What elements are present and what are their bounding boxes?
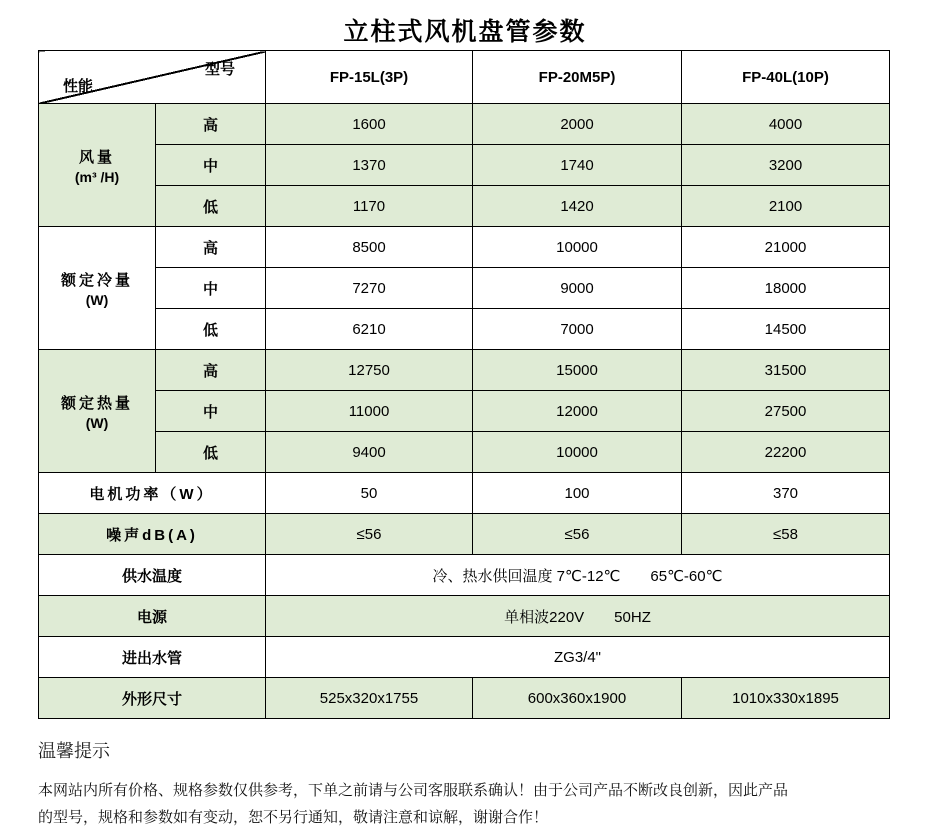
level-label: 中 [156,145,266,186]
notice-line-2: 的型号，规格和参数如有变动，恕不另行通知，敬请注意和谅解，谢谢合作！ [38,809,549,826]
power-supply-value: 单相波220V 50HZ [266,596,890,637]
value-cell: 12750 [266,350,473,391]
value-cell: 1420 [473,186,682,227]
value-cell: ≤56 [473,514,682,555]
level-label: 高 [156,350,266,391]
airflow-group-label [39,104,156,227]
value-cell: 6210 [266,309,473,350]
heating-mid-row [39,391,890,432]
level-label: 高 [156,227,266,268]
level-label: 高 [156,104,266,145]
water-temp-value: 冷、热水供回温度 7℃-12℃ 65℃-60℃ [266,555,890,596]
cooling-group-unit: (W) [85,291,109,308]
pipe-value: ZG3/4" [266,637,890,678]
dimensions-row [39,678,890,719]
value-cell: 27500 [682,391,890,432]
value-cell: 3200 [682,145,890,186]
cooling-high-row [39,227,890,268]
airflow-mid-row [39,145,890,186]
airflow-group-name: 风量 [78,148,115,166]
value-cell: 100 [473,473,682,514]
value-cell: 1170 [266,186,473,227]
value-cell: 1600 [266,104,473,145]
cooling-group-name: 额定冷量 [60,271,133,289]
value-cell: 525x320x1755 [266,678,473,719]
model-header-fp40l: FP-40L(10P) [682,51,890,104]
cooling-mid-row [39,268,890,309]
page-title: 立柱式风机盘管参数 [343,18,587,46]
heating-high-row [39,350,890,391]
dimensions-label: 外形尺寸 [39,678,266,719]
value-cell: ≤58 [682,514,890,555]
value-cell: 22200 [682,432,890,473]
water-temp-row [39,555,890,596]
cooling-group-label [39,227,156,350]
motor-power-label: 电机功率（W） [39,473,266,514]
notice-section [38,737,892,827]
noise-label: 噪声dB(A) [39,514,266,555]
value-cell: 9400 [266,432,473,473]
value-cell: 18000 [682,268,890,309]
notice-heading: 温馨提示 [38,741,110,761]
model-header-fp20m: FP-20M5P) [473,51,682,104]
value-cell: 7270 [266,268,473,309]
level-label: 低 [156,186,266,227]
value-cell: 14500 [682,309,890,350]
cooling-low-row [39,309,890,350]
corner-perf-label: 性能 [63,78,94,95]
value-cell: 12000 [473,391,682,432]
model-header-fp15l: FP-15L(3P) [266,51,473,104]
water-temp-label: 供水温度 [39,555,266,596]
pipe-label: 进出水管 [39,637,266,678]
motor-power-row [39,473,890,514]
noise-row [39,514,890,555]
value-cell: 8500 [266,227,473,268]
value-cell: 1740 [473,145,682,186]
value-cell: ≤56 [266,514,473,555]
value-cell: 50 [266,473,473,514]
power-supply-label: 电源 [39,596,266,637]
value-cell: 9000 [473,268,682,309]
value-cell: 7000 [473,309,682,350]
value-cell: 1370 [266,145,473,186]
value-cell: 31500 [682,350,890,391]
heating-low-row [39,432,890,473]
heating-group-label [39,350,156,473]
heating-group-name: 额定热量 [60,394,133,412]
power-supply-row [39,596,890,637]
airflow-low-row [39,186,890,227]
airflow-high-row [39,104,890,145]
value-cell: 10000 [473,432,682,473]
value-cell: 11000 [266,391,473,432]
value-cell: 370 [682,473,890,514]
value-cell: 10000 [473,227,682,268]
pipe-row [39,637,890,678]
level-label: 中 [156,391,266,432]
notice-line-1: 本网站内所有价格、规格参数仅供参考，下单之前请与公司客服联系确认！由于公司产品不断改良创新，因此产品 [38,782,789,799]
value-cell: 2100 [682,186,890,227]
corner-model-label: 型号 [204,61,235,78]
airflow-group-unit: (m³ /H) [74,168,120,185]
level-label: 低 [156,432,266,473]
value-cell: 4000 [682,104,890,145]
value-cell: 600x360x1900 [473,678,682,719]
level-label: 低 [156,309,266,350]
heating-group-unit: (W) [85,414,109,431]
level-label: 中 [156,268,266,309]
header-row [39,51,890,104]
value-cell: 1010x330x1895 [682,678,890,719]
corner-header-cell [39,51,266,104]
value-cell: 15000 [473,350,682,391]
spec-table [38,50,890,719]
value-cell: 21000 [682,227,890,268]
value-cell: 2000 [473,104,682,145]
